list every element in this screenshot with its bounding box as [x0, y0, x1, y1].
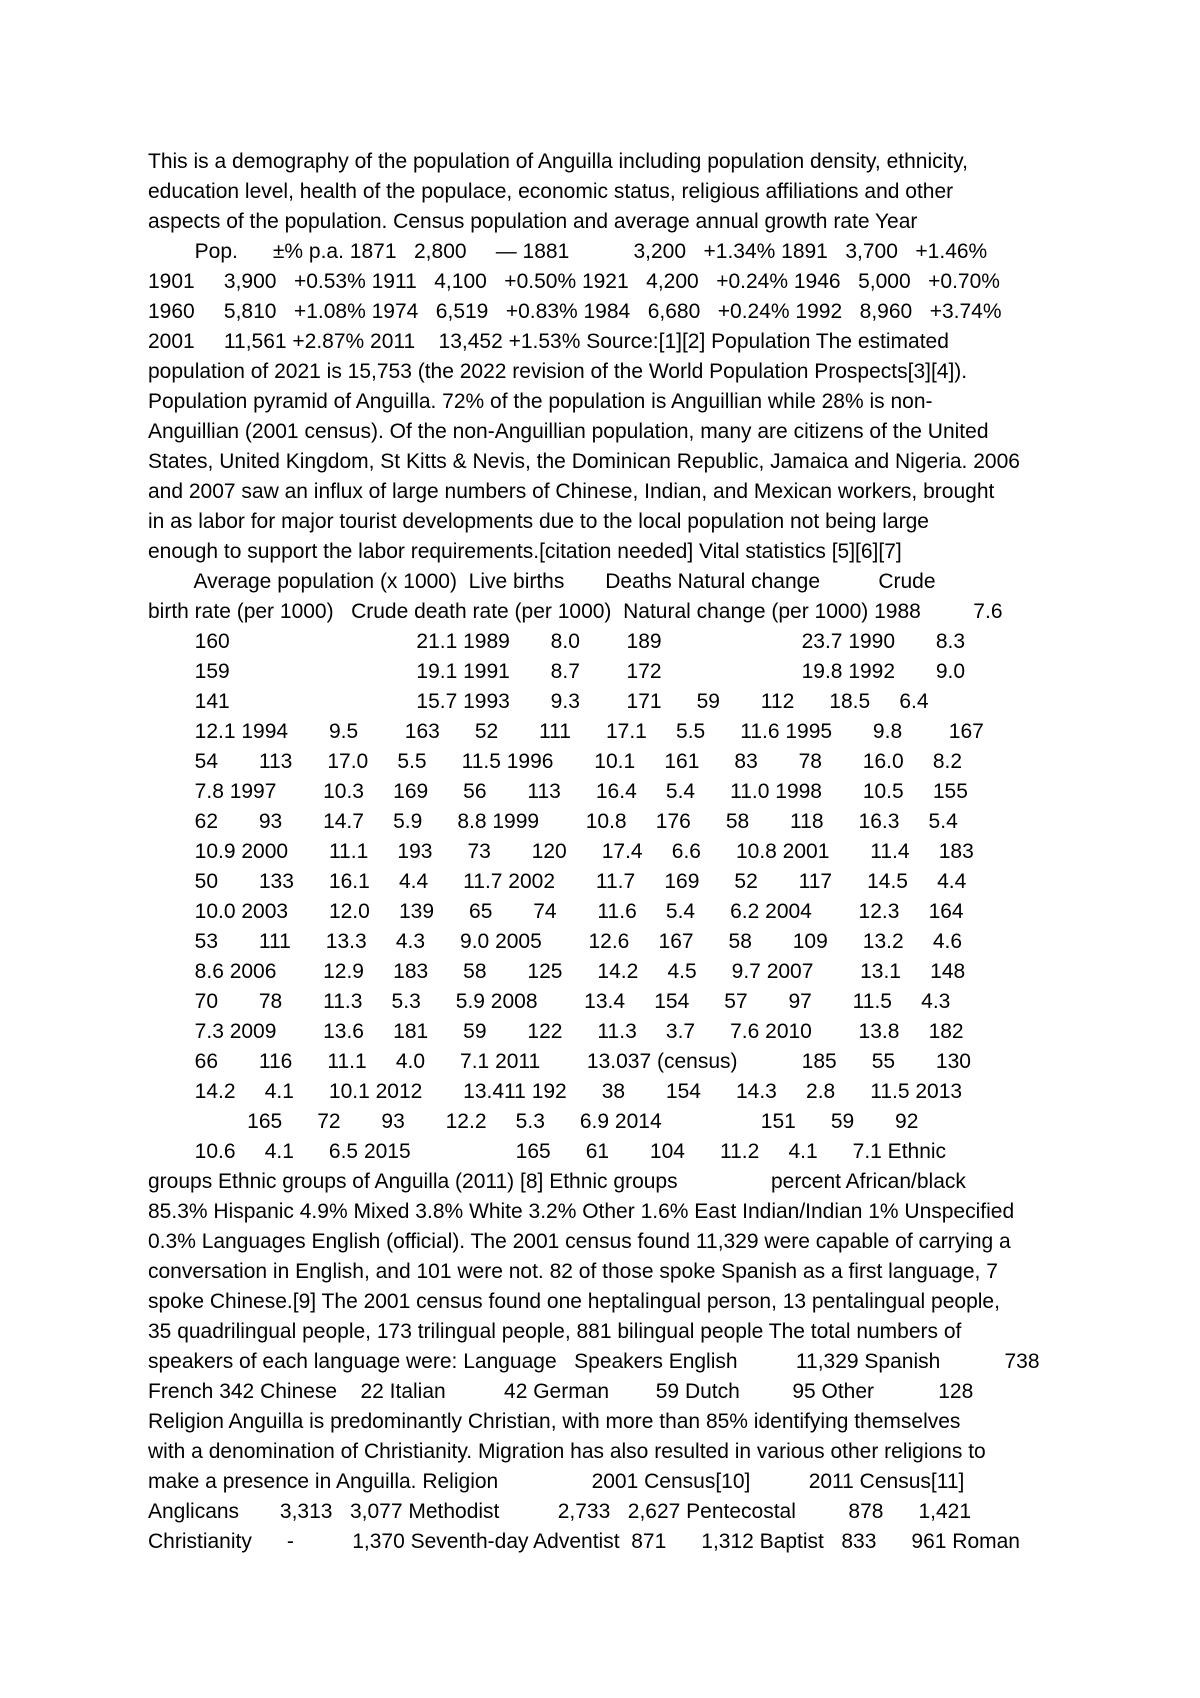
religion-row: make a presence in Anguilla. Religion 2001 Census[10] 2011 Census[11]	[148, 1470, 965, 1493]
vital-stats-row: 10.6 4.1 6.5 2015 165 61 104 11.2 4.1 7.1 Ethnic	[148, 1140, 947, 1163]
census-row: Pop. ±% p.a. 1871 2,800 — 1881 3,200 +1.34% 1891 3,700 +1.46%	[148, 240, 988, 263]
vital-stats-row: 7.8 1997 10.3 169 56 113 16.4 5.4 11.0 1998 10.5 155	[148, 780, 968, 803]
text-line: This is a demography of the population of Anguilla including population density, ethnicity,	[148, 150, 968, 173]
vital-stats-row: 10.0 2003 12.0 139 65 74 11.6 5.4 6.2 2004 12.3 164	[148, 900, 964, 923]
text-line: Population pyramid of Anguilla. 72% of the population is Anguillian while 28% is non-	[148, 390, 933, 413]
vital-stats-row: 50 133 16.1 4.4 11.7 2002 11.7 169 52 117 14.5 4.4	[148, 870, 967, 893]
text-line: Anguillian (2001 census). Of the non-Anguillian population, many are citizens of the United	[148, 420, 989, 443]
vital-stats-row: 12.1 1994 9.5 163 52 111 17.1 5.5 11.6 1995 9.8 167	[148, 720, 984, 743]
vital-stats-row: 141 15.7 1993 9.3 171 59 112 18.5 6.4	[148, 690, 929, 713]
text-line: States, United Kingdom, St Kitts & Nevis, the Dominican Republic, Jamaica and Nigeria. 2006	[148, 450, 1020, 473]
text-line: population of 2021 is 15,753 (the 2022 revision of the World Population Prospects[3][4]).	[148, 360, 968, 383]
vital-stats-row: 62 93 14.7 5.9 8.8 1999 10.8 176 58 118 16.3 5.4	[148, 810, 958, 833]
vital-stats-row: 160 21.1 1989 8.0 189 23.7 1990 8.3	[148, 630, 966, 653]
text-line: aspects of the population. Census population and average annual growth rate Year	[148, 210, 918, 233]
text-line: Religion Anguilla is predominantly Christian, with more than 85% identifying themselves	[148, 1410, 961, 1433]
text-line: groups Ethnic groups of Anguilla (2011) [8] Ethnic groups percent African/black	[148, 1170, 966, 1193]
text-line: 0.3% Languages English (official). The 2001 census found 11,329 were capable of carrying a	[148, 1230, 1011, 1253]
vital-stats-row: 54 113 17.0 5.5 11.5 1996 10.1 161 83 78 16.0 8.2	[148, 750, 963, 773]
vital-stats-row: 7.3 2009 13.6 181 59 122 11.3 3.7 7.6 2010 13.8 182	[148, 1020, 964, 1043]
vital-stats-row: 70 78 11.3 5.3 5.9 2008 13.4 154 57 97 11.5 4.3	[148, 990, 951, 1013]
census-row: 1960 5,810 +1.08% 1974 6,519 +0.83% 1984 6,680 +0.24% 1992 8,960 +3.74%	[148, 300, 1002, 323]
religion-row: Christianity - 1,370 Seventh-day Adventist 871 1,312 Baptist 833 961 Roman	[148, 1530, 1020, 1553]
text-line: in as labor for major tourist developments due to the local population not being large	[148, 510, 929, 533]
vital-stats-row: 165 72 93 12.2 5.3 6.9 2014 151 59 92	[148, 1110, 919, 1133]
text-line: education level, health of the populace, economic status, religious affiliations and other	[148, 180, 954, 203]
text-line: and 2007 saw an influx of large numbers of Chinese, Indian, and Mexican workers, brought	[148, 480, 995, 503]
language-row: French 342 Chinese 22 Italian 42 German 59 Dutch 95 Other 128	[148, 1380, 974, 1403]
census-row: 1901 3,900 +0.53% 1911 4,100 +0.50% 1921 4,200 +0.24% 1946 5,000 +0.70%	[148, 270, 1000, 293]
text-line: spoke Chinese.[9] The 2001 census found one heptalingual person, 13 pentalingual people,	[148, 1290, 1000, 1313]
text-line: enough to support the labor requirements.[citation needed] Vital statistics [5][6][7]	[148, 540, 902, 563]
text-line: 85.3% Hispanic 4.9% Mixed 3.8% White 3.2% Other 1.6% East Indian/Indian 1% Unspecified	[148, 1200, 1015, 1223]
vital-stats-row: 159 19.1 1991 8.7 172 19.8 1992 9.0	[148, 660, 966, 683]
language-row: speakers of each language were: Language Speakers English 11,329 Spanish 738	[148, 1350, 1040, 1373]
text-line: with a denomination of Christianity. Migration has also resulted in various other religions to	[148, 1440, 986, 1463]
vital-stats-row: 66 116 11.1 4.0 7.1 2011 13.037 (census) 185 55 130	[148, 1050, 971, 1073]
vital-stats-header: Average population (x 1000) Live births Deaths Natural change Crude	[148, 570, 936, 593]
text-line: conversation in English, and 101 were not. 82 of those spoke Spanish as a first language, 7	[148, 1260, 998, 1283]
vital-stats-header: birth rate (per 1000) Crude death rate (per 1000) Natural change (per 1000) 1988 7.6	[148, 600, 1003, 623]
vital-stats-row: 8.6 2006 12.9 183 58 125 14.2 4.5 9.7 2007 13.1 148	[148, 960, 966, 983]
vital-stats-row: 10.9 2000 11.1 193 73 120 17.4 6.6 10.8 2001 11.4 183	[148, 840, 974, 863]
vital-stats-row: 53 111 13.3 4.3 9.0 2005 12.6 167 58 109 13.2 4.6	[148, 930, 963, 953]
religion-row: Anglicans 3,313 3,077 Methodist 2,733 2,627 Pentecostal 878 1,421	[148, 1500, 972, 1523]
census-row: 2001 11,561 +2.87% 2011 13,452 +1.53% Source:[1][2] Population The estimated	[148, 330, 949, 353]
vital-stats-row: 14.2 4.1 10.1 2012 13.411 192 38 154 14.3 2.8 11.5 2013	[148, 1080, 963, 1103]
text-line: 35 quadrilingual people, 173 trilingual people, 881 bilingual people The total numbers of	[148, 1320, 962, 1343]
